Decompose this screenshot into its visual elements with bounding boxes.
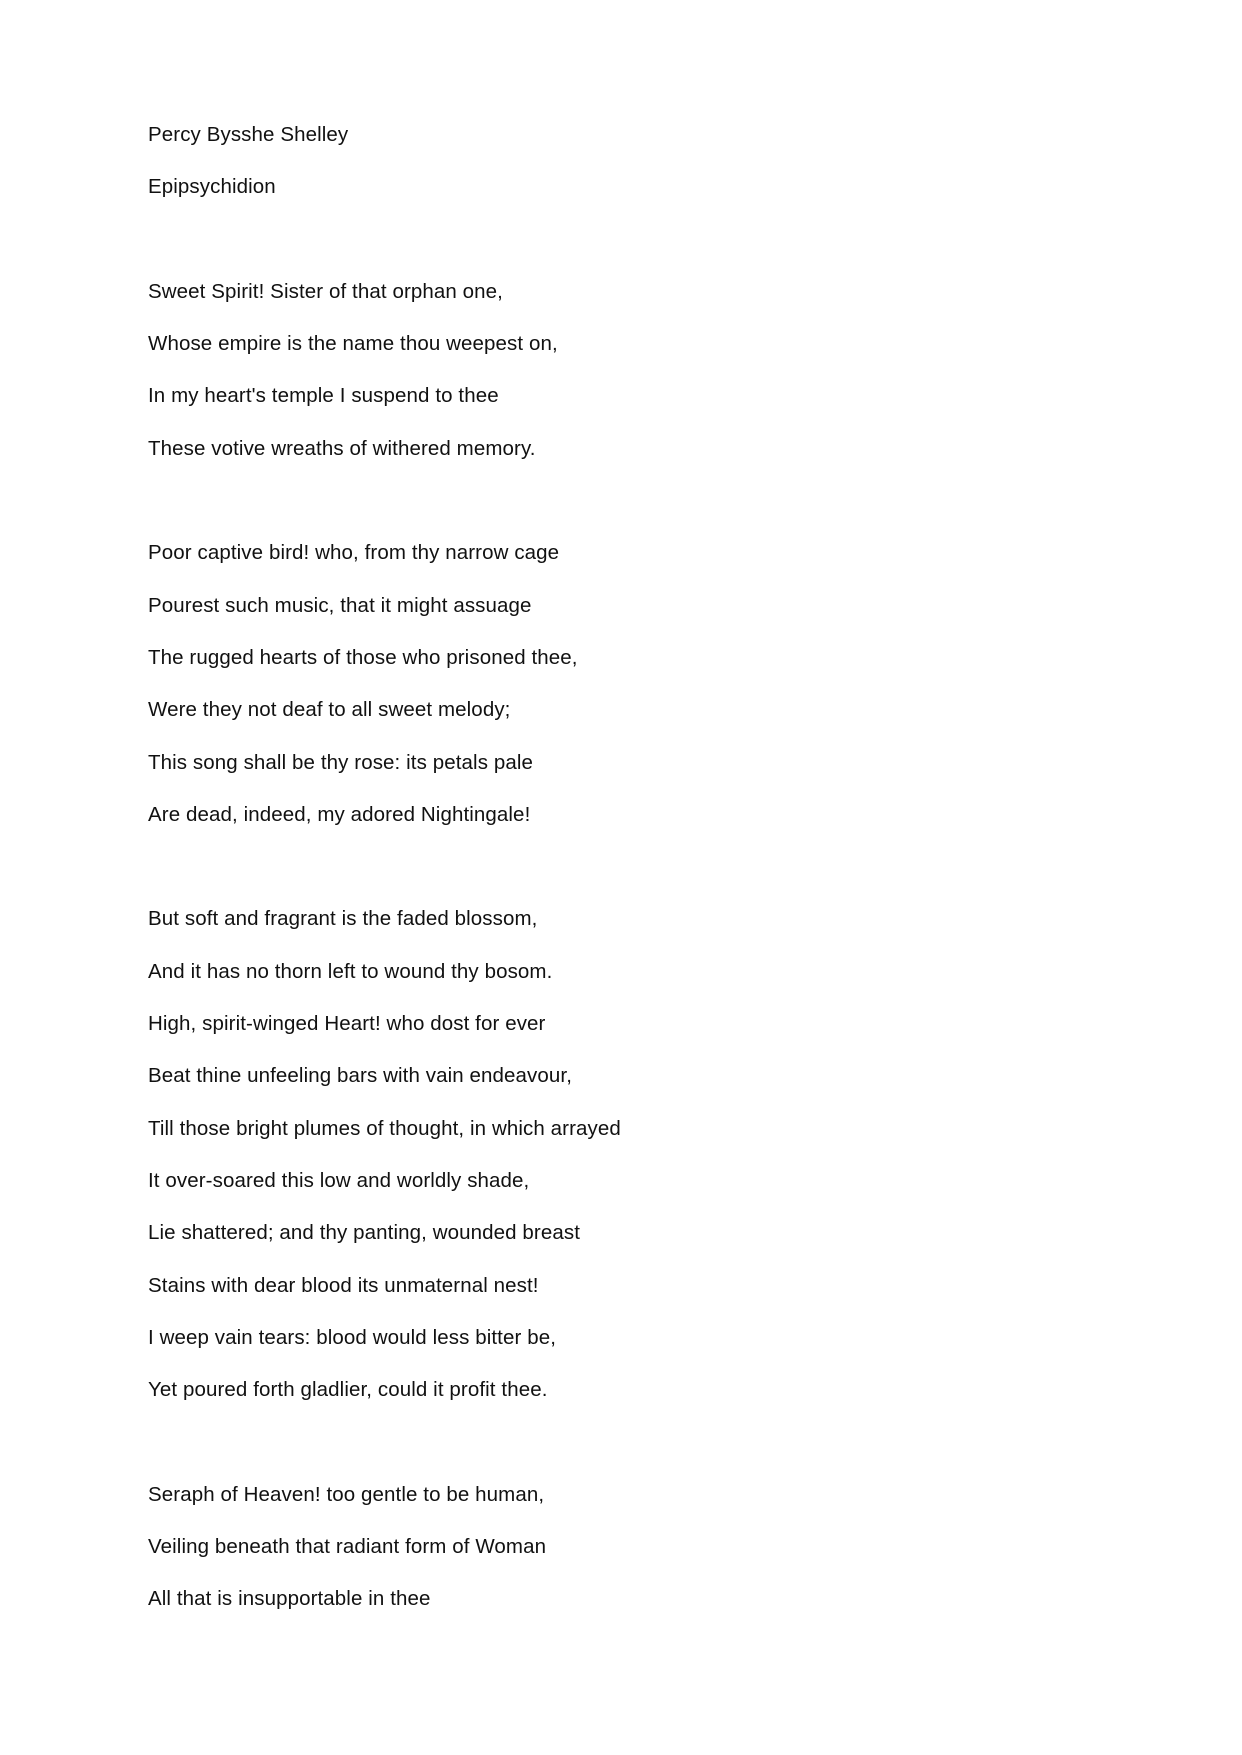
poem-line: Whose empire is the name thou weepest on, bbox=[148, 332, 558, 356]
poem-line: I weep vain tears: blood would less bitter be, bbox=[148, 1325, 556, 1349]
poem-line: Yet poured forth gladlier, could it profit thee. bbox=[148, 1378, 548, 1402]
poem-line: In my heart's temple I suspend to thee bbox=[148, 384, 499, 408]
poem-line: Beat thine unfeeling bars with vain endeavour, bbox=[148, 1064, 572, 1088]
stanza-2 bbox=[148, 527, 1148, 841]
poem-text bbox=[148, 109, 1148, 1626]
poem-line: And it has no thorn left to wound thy bosom. bbox=[148, 959, 553, 983]
poem-line: Are dead, indeed, my adored Nightingale! bbox=[148, 802, 531, 826]
stanza-gap bbox=[148, 214, 1148, 266]
poem-line: Were they not deaf to all sweet melody; bbox=[148, 698, 511, 722]
poem-line: Lie shattered; and thy panting, wounded breast bbox=[148, 1221, 580, 1245]
poem-line: Poor captive bird! who, from thy narrow cage bbox=[148, 541, 560, 565]
poem-line: Till those bright plumes of thought, in which arrayed bbox=[148, 1116, 621, 1140]
poem-line: Sweet Spirit! Sister of that orphan one, bbox=[148, 279, 503, 303]
poem-line: These votive wreaths of withered memory. bbox=[148, 436, 536, 460]
stanza-4 bbox=[148, 1469, 1148, 1626]
author-name: Percy Bysshe Shelley bbox=[148, 123, 349, 146]
poem-line: Stains with dear blood its unmaternal nest! bbox=[148, 1273, 539, 1297]
poem-line: But soft and fragrant is the faded blossom, bbox=[148, 907, 538, 931]
poem-line: Pourest such music, that it might assuage bbox=[148, 593, 532, 617]
stanza-gap bbox=[148, 475, 1148, 527]
poem-line: Seraph of Heaven! too gentle to be human, bbox=[148, 1482, 545, 1506]
stanza-gap bbox=[148, 841, 1148, 893]
stanza-1 bbox=[148, 266, 1148, 475]
poem-line: The rugged hearts of those who prisoned thee, bbox=[148, 645, 578, 669]
poem-line: All that is insupportable in thee bbox=[148, 1587, 431, 1611]
stanza-3 bbox=[148, 893, 1148, 1416]
poem-line: Veiling beneath that radiant form of Woman bbox=[148, 1535, 547, 1559]
poem-title: Epipsychidion bbox=[148, 175, 276, 199]
stanza-gap bbox=[148, 1416, 1148, 1468]
poem-line: High, spirit-winged Heart! who dost for ever bbox=[148, 1012, 546, 1036]
poem-line: This song shall be thy rose: its petals pale bbox=[148, 750, 533, 774]
poem-line: It over-soared this low and worldly shade, bbox=[148, 1168, 530, 1192]
